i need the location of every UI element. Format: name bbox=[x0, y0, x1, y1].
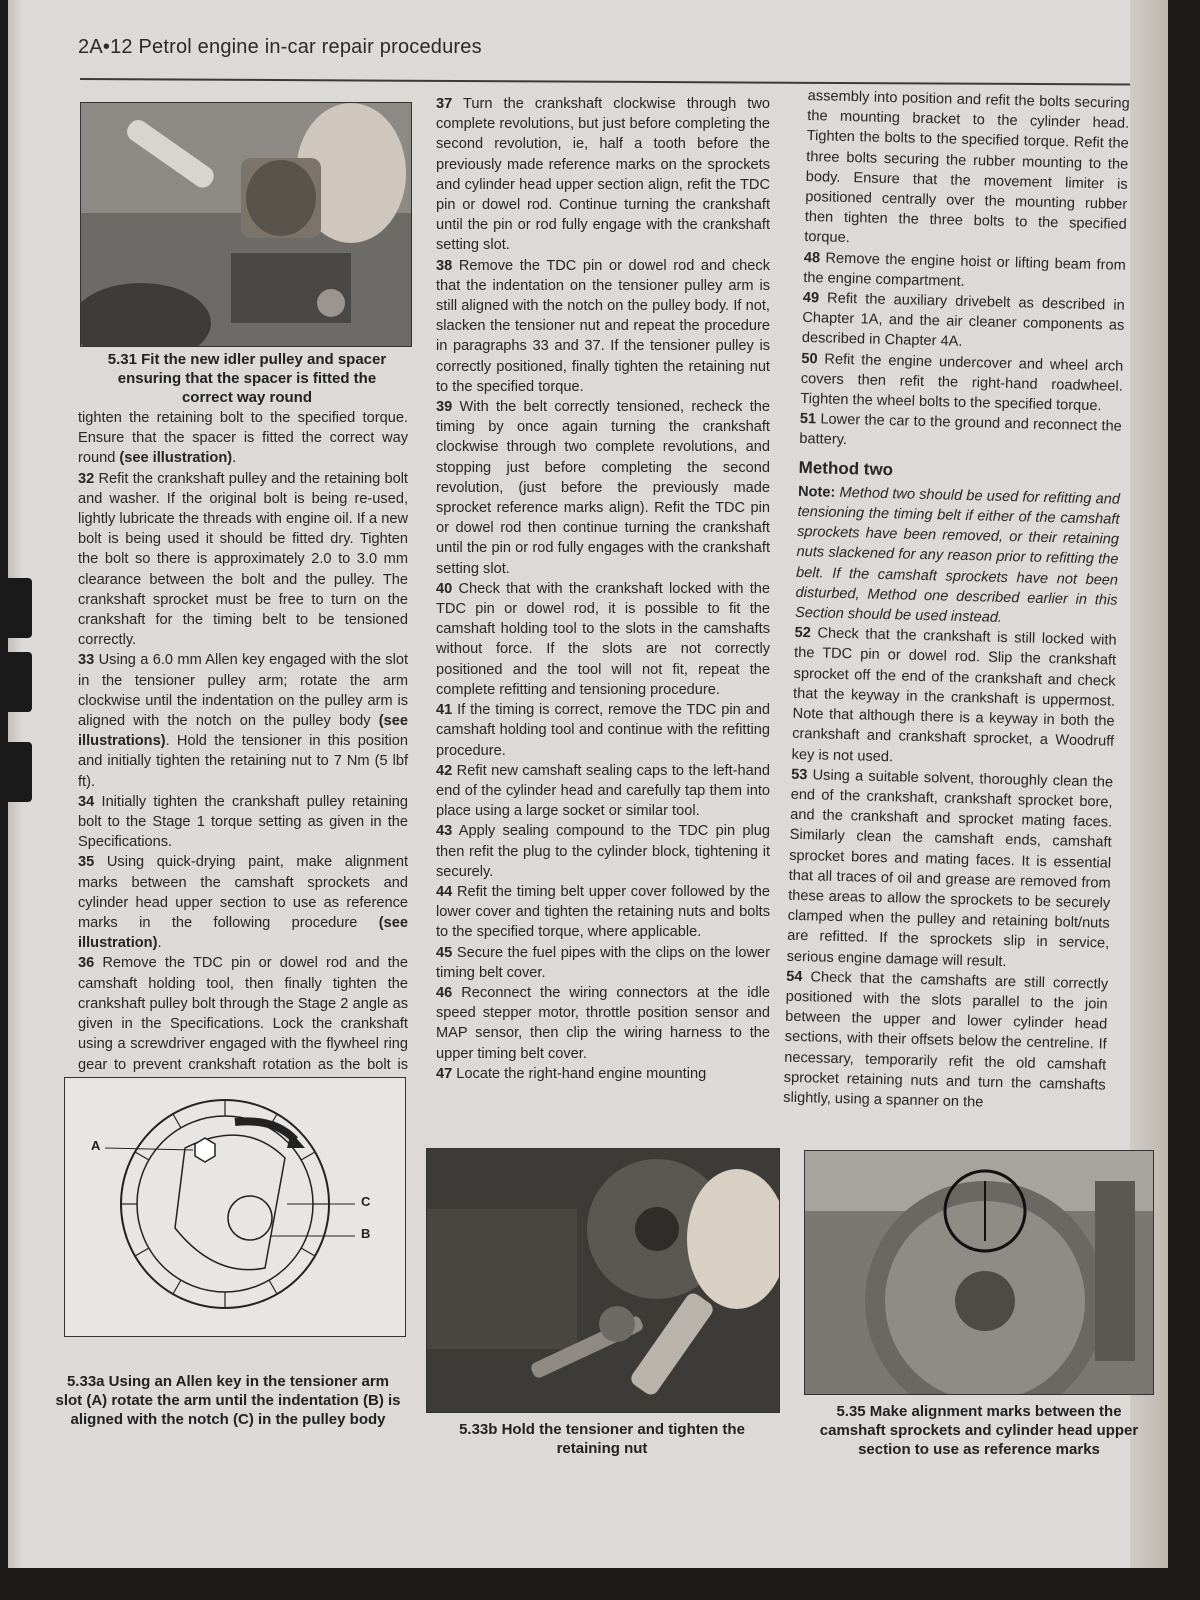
paragraph-number: 54 bbox=[786, 968, 803, 985]
camshaft-marks-photo-art bbox=[805, 1151, 1153, 1394]
column-1 bbox=[78, 408, 408, 1095]
paragraph-number: 44 bbox=[436, 883, 453, 900]
text: . bbox=[232, 450, 237, 467]
paragraph-number: 34 bbox=[78, 793, 95, 810]
paragraph-number: 51 bbox=[799, 411, 817, 428]
paragraph-text: Lower the car to the ground and reconnect the battery. bbox=[799, 411, 1122, 449]
paragraph-39 bbox=[436, 397, 770, 579]
binder-clip bbox=[0, 652, 32, 712]
binder-clip bbox=[0, 742, 32, 802]
paragraph-number: 41 bbox=[436, 702, 453, 719]
idler-pulley-photo-art bbox=[81, 103, 411, 346]
tensioner-diagram-art bbox=[65, 1078, 405, 1336]
paragraph-text: Refit the auxiliary drivebelt as described in Chapter 1A, and the air cleaner components as described in Chapter 4A. bbox=[801, 290, 1125, 351]
paragraph-text: Initially tighten the crankshaft pulley retaining bolt to the Stage 1 torque setting as given in the Specifications. bbox=[78, 793, 409, 851]
paragraph-52 bbox=[791, 623, 1116, 772]
paragraph-text: Turn the crankshaft clockwise through two complete revolutions, but just before completing the second revolution, ie, half a tooth before the previously made reference marks on the sprockets and cylinder head upper section align, refit the TDC pin or dowel rod. Continue turning the crankshaft until the pin or rod fully engage with the crankshaft setting slot. bbox=[436, 96, 770, 254]
paragraph-text: Check that the crankshaft is still locked with the TDC pin or dowel rod. Slip the crankshaft sprocket off the end of the crankshaft and check that the keyway in the crankshaft is uppermost. Note that although there is a keyway in both the crankshaft and crankshaft sprocket, a Woodruff key is not used. bbox=[791, 625, 1117, 765]
section-heading-method-two: Method two bbox=[798, 457, 894, 479]
tensioner-nut-photo-art bbox=[427, 1149, 779, 1412]
paragraph-text: Remove the engine hoist or lifting beam from the engine compartment. bbox=[803, 250, 1126, 290]
paragraph-43 bbox=[436, 821, 770, 882]
paragraph-text: Apply sealing compound to the TDC pin plug then refit the plug to the cylinder block, tightening it securely. bbox=[436, 823, 770, 880]
manual-page bbox=[8, 0, 1168, 1568]
paragraph-text: Refit new camshaft sealing caps to the left-hand end of the cylinder head and carefully tap them into place using a large socket or similar tool. bbox=[436, 762, 770, 820]
paragraph-42 bbox=[436, 761, 770, 822]
illustration-ref: (see illustrations) bbox=[78, 713, 408, 750]
diagram-tensioner-pulley bbox=[64, 1077, 406, 1337]
photo-idler-pulley bbox=[80, 102, 412, 347]
paragraph-54 bbox=[783, 966, 1108, 1115]
diagram-label-c: C bbox=[361, 1194, 371, 1209]
paragraph-text: Refit the timing belt upper cover followed by the lower cover and tighten the retaining nuts and bolts to the specified torque, where applicable. bbox=[436, 883, 770, 941]
caption-fig-5-35: 5.35 Make alignment marks between the camshaft sprockets and cylinder head upper section to use as reference marks bbox=[819, 1403, 1139, 1458]
header-rule bbox=[80, 78, 1130, 85]
paragraph-33 bbox=[78, 650, 408, 791]
paragraph-50 bbox=[800, 349, 1123, 417]
paragraph-number: 43 bbox=[436, 823, 453, 840]
paragraph-number: 53 bbox=[790, 766, 808, 783]
paragraph-text: Reconnect the wiring connectors at the idle speed stepper motor, throttle position sensor and MAP sensor, then clip the wiring harness to the upper timing belt cover. bbox=[436, 984, 770, 1062]
paragraph-number: 46 bbox=[436, 984, 453, 1001]
binder-clip bbox=[0, 578, 32, 638]
paragraph-text: Refit the crankshaft pulley and the retaining bolt and washer. If the original bolt is being re-used, lightly lubricate the threads with engine oil. If a new bolt is being used it should be fitted dry. Tighten the bolt so there is approximately 2.0 to 3.0 mm clearance between the bolt and the pulley. The crankshaft sprocket must be free to turn on the crankshaft for the timing belt to be tensioned correctly. bbox=[78, 470, 408, 649]
column-2 bbox=[436, 94, 770, 1084]
paragraph-number: 48 bbox=[803, 249, 821, 266]
page-header bbox=[78, 36, 482, 59]
paragraph-text: Secure the fuel pipes with the clips on the lower timing belt cover. bbox=[436, 944, 771, 981]
paragraph-number: 42 bbox=[436, 762, 453, 779]
paragraph-text: If the timing is correct, remove the TDC pin and camshaft holding tool and continue with the refitting procedure. bbox=[436, 702, 770, 759]
page-title: Petrol engine in-car repair procedures bbox=[138, 36, 482, 58]
paragraph-number: 38 bbox=[436, 257, 453, 274]
paragraph-text: Using a 6.0 mm Allen key engaged with the slot in the tensioner pulley arm; rotate the arm clockwise until the indentation on the pulley arm is aligned with the notch on the pulley body bbox=[78, 652, 409, 730]
paragraph-number: 49 bbox=[802, 289, 820, 307]
paragraph-number: 40 bbox=[436, 580, 453, 597]
paragraph-text: Using a suitable solvent, thoroughly clean the end of the crankshaft, crankshaft sprocket bore, and the crankshaft and sprocket mating faces. Similarly clean the camshaft ends, camshaft sprocket bores and mating faces. It is essential that all traces of oil and grease are removed from these areas to allow the sprockets to be securely clamped when the pulley and retaining bolt/nuts are refitted. If the sprockets slip in service, serious engine damage will result. bbox=[786, 767, 1114, 970]
photo-camshaft-marks bbox=[804, 1150, 1154, 1395]
paragraph-32 bbox=[78, 469, 408, 651]
paragraph-51 bbox=[799, 409, 1122, 457]
illustration-ref: (see illustration) bbox=[119, 450, 233, 467]
paragraph-number: 32 bbox=[78, 470, 95, 487]
diagram-label-a: A bbox=[91, 1138, 101, 1153]
paragraph-text: Remove the TDC pin or dowel rod and the camshaft holding tool, then finally tighten the crankshaft pulley bolt through the Stage 2 angle as given in the Specifications. Lock the crankshaft using a screwdriver engaged with the flywheel ring gear to prevent crankshaft rotation as the bolt is bbox=[78, 955, 408, 1073]
paragraph-31-continued bbox=[78, 408, 408, 469]
paragraph-text: Remove the TDC pin or dowel rod and check that the indentation on the tensioner pulley arm is still aligned with the notch on the pulley body. If not, slacken the tensioner nut and repeat the procedure in paragraphs 33 and 37. If the tensioner pulley is correctly positioned, finally tighten the retaining nut to the specified torque. bbox=[436, 257, 770, 395]
paragraph-49 bbox=[802, 288, 1125, 356]
paragraph-text: Refit the engine undercover and wheel arch covers then refit the right-hand roadwheel. Tighten the wheel bolts to the specified torque. bbox=[800, 351, 1124, 415]
paragraph-40 bbox=[436, 579, 770, 700]
caption-fig-5-31: 5.31 Fit the new idler pulley and spacer ensuring that the spacer is fitted the correct way round bbox=[107, 351, 387, 406]
photo-tensioner-nut bbox=[426, 1148, 780, 1413]
note-label: Note: bbox=[797, 483, 836, 501]
paragraph-text: Using quick-drying paint, make alignment marks between the camshaft sprockets and cylinder head upper section to use as reference marks in the following procedure bbox=[78, 854, 408, 932]
paragraph-number: 52 bbox=[794, 625, 812, 642]
paragraph-46 bbox=[436, 983, 770, 1064]
paragraph-number: 50 bbox=[801, 350, 818, 367]
paragraph-number: 33 bbox=[78, 652, 95, 669]
paragraph-number: 47 bbox=[436, 1065, 453, 1082]
paragraph-number: 35 bbox=[78, 854, 95, 871]
paragraph-36 bbox=[78, 953, 408, 1094]
column-3 bbox=[783, 86, 1130, 1116]
paragraph-35 bbox=[78, 852, 408, 953]
caption-fig-5-33a: 5.33a Using an Allen key in the tensioner arm slot (A) rotate the arm until the indentation (B) is aligned with the notch (C) in the pulley body bbox=[55, 1373, 401, 1428]
paragraph-38 bbox=[436, 256, 770, 397]
note-text: Method two should be used for refitting and tensioning the timing belt if either of the camshaft sprockets have been removed, or their retaining nuts slackened for any reason prior to refitting the belt. If the camshaft sprockets have not been disturbed, Method one described earlier in this Section should be used instead. bbox=[794, 484, 1121, 626]
diagram-label-b: B bbox=[361, 1226, 371, 1241]
paragraph-41 bbox=[436, 700, 770, 761]
paragraph-text: Locate the right-hand engine mounting bbox=[456, 1065, 707, 1082]
page-reference: 2A•12 bbox=[78, 36, 133, 58]
paragraph-text: Check that the camshafts are still correctly positioned with the slots parallel to the join between the upper and lower cylinder head sections, with their offsets below the centreline. If necessary, temporarily refit the old camshaft sprocket retaining nuts and turn the camshafts slightly, using a spanner on the bbox=[783, 969, 1109, 1111]
paragraph-text: . bbox=[157, 935, 162, 952]
note-paragraph bbox=[795, 482, 1120, 631]
paragraph-53 bbox=[786, 765, 1113, 975]
paragraph-47-continued: assembly into position and refit the bolts securing the mounting bracket to the cylinder head. Tighten the bolts to the specified torque. Refit the three bolts securing the rubber mounting to the body. Ensure that the movement limiter is positioned centrally over the mounting rubber then tighten the three bolts to the specified torque. bbox=[804, 87, 1130, 247]
paragraph-number: 39 bbox=[436, 399, 453, 416]
caption-fig-5-33b: 5.33b Hold the tensioner and tighten the retaining nut bbox=[459, 1421, 745, 1457]
text: tighten the retaining bolt to the specified torque. Ensure that the spacer is fitted the correct way round bbox=[78, 410, 408, 467]
paragraph-number: 37 bbox=[436, 96, 453, 112]
paragraph-text: Check that with the crankshaft locked with the TDC pin or dowel rod, it is possible to fit the camshaft holding tool to the slots in the camshafts without force. If the slots are not correctly positioned and the tool will not fit, repeat the complete refitting and tensioning procedure. bbox=[436, 580, 770, 698]
paragraph-45 bbox=[436, 943, 770, 983]
paragraph-text: . Hold the tensioner in this position and initially tighten the retaining nut to 7 Nm (5 lbf ft). bbox=[78, 733, 408, 790]
paragraph-37 bbox=[436, 94, 770, 256]
paragraph-text: With the belt correctly tensioned, recheck the timing by once again turning the crankshaft clockwise through two complete revolutions, and stopping just before completing the second revolution, (just before the previously made sprocket reference marks align). Refit the TDC pin or dowel rod then continue turning the crankshaft until the pin or rod fully engages with the crankshaft setting slot. bbox=[436, 399, 770, 577]
paragraph-44 bbox=[436, 882, 770, 943]
paragraph-34 bbox=[78, 792, 408, 853]
paragraph-47 bbox=[436, 1064, 770, 1084]
illustration-ref: (see illustration) bbox=[78, 915, 408, 952]
paragraph-number: 45 bbox=[436, 944, 453, 961]
paragraph-number: 36 bbox=[78, 955, 95, 972]
